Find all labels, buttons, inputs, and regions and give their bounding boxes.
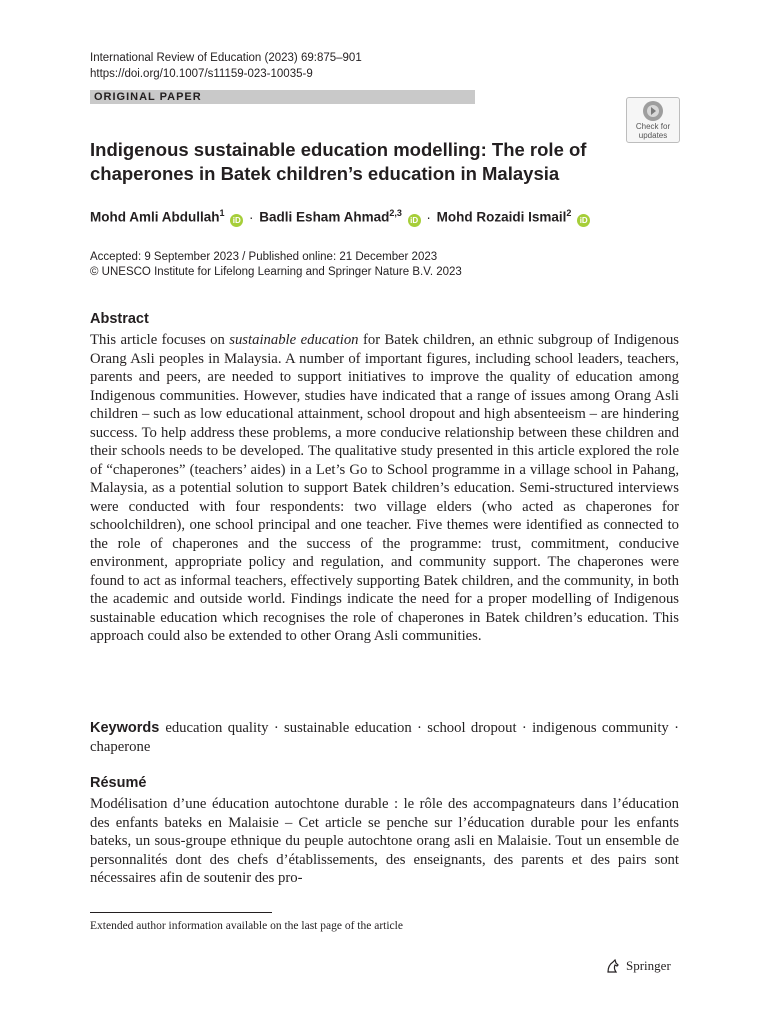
abstract-body: for Batek children, an ethnic subgroup of Indigenous Orang Asli peoples in Malaysia. A number of important figures, including school leaders, teachers, parents and peers, are needed to support initiatives to improve the quality of education among Indigenous communities. However, studies have indicated that a range of issues among Orang Asli children – such as low educational attainment, school dropout and high absenteeism – are hindering success. To help address these problems, a more conducive relationship between these children and their schools needs to be developed. The qualitative study presented in this article explored the role of “chaperones” (teachers’ aides) in a Let’s Go to School programme in a village school in Pahang, Malaysia, as a potential solution to support Batek children’s education. Semi-structured interviews were conducted with four respondents: two village elders (who acted as chaperones for schoolchildren), one school principal and one teacher. Five themes were identified as connected to the role of chaperones and the success of the programme: trust, commitment, conducive environment, appropriate policy and regulation, and community support. The chaperones were found to act as informal teachers, effectively supporting Batek children, and the community, in both the academic and outside world. Findings indicate the need for a proper modelling of Indigenous sustainable education which recognises the role of chaperones in Batek children’s education. This approach could also be extended to other Orang Asli communities.	[90, 332, 680, 644]
doi-link[interactable]: https://doi.org/10.1007/s11159-023-10035-9	[90, 68, 313, 80]
abstract-lead: This article focuses on	[90, 332, 225, 348]
check-updates-label: Check for updates	[635, 122, 671, 140]
publisher-name: Springer	[626, 958, 671, 973]
resume-text: Modélisation d’une éducation autochtone durable : le rôle des accompagnateurs dans l’éducation des enfants bateks en Malaisie – Cet article se penche sur l’éducation durable pour les enfants bateks, un sous-groupe ethnique du peuple autochtone orang asli en Malaisie. Tout un ensemble de personnalités dont des chefs d’établissements, des enseignants, des parents et des pairs sont nécessaires afin de soutenir des pro-	[90, 796, 679, 886]
abstract-emphasis: sustainable education	[229, 332, 359, 348]
author-affiliation: 2	[566, 208, 572, 218]
keywords-text: education quality · sustainable education · school dropout · indigenous community · chaperone	[90, 720, 679, 755]
publication-dates: Accepted: 9 September 2023 / Published online: 21 December 2023	[90, 251, 438, 263]
publisher-logo	[605, 958, 671, 974]
author-affiliation: 2,3	[389, 208, 402, 218]
resume-heading: Résumé	[90, 775, 147, 791]
author-separator: ·	[249, 209, 254, 225]
author-separator: ·	[426, 209, 431, 225]
copyright-line: © UNESCO Institute for Lifelong Learning and Springer Nature B.V. 2023	[90, 266, 462, 278]
article-title: Indigenous sustainable education modelling: The role of chaperones in Batek children’s education in Malaysia	[90, 139, 587, 184]
orcid-icon[interactable]: iD	[230, 214, 243, 227]
author-affiliation: 1	[219, 208, 225, 218]
check-for-updates-badge[interactable]	[626, 97, 680, 143]
journal-header	[90, 50, 362, 82]
footnote: Extended author information available on the last page of the article	[90, 920, 403, 932]
author-name: Mohd Rozaidi Ismail	[436, 209, 567, 225]
publication-info	[90, 250, 462, 280]
article-type-band: ORIGINAL PAPER	[90, 90, 475, 104]
journal-citation: International Review of Education (2023) 69:875–901	[90, 52, 362, 64]
footnote-divider	[90, 912, 272, 913]
orcid-icon[interactable]: iD	[408, 214, 421, 227]
springer-horse-icon	[605, 958, 621, 974]
keywords-block	[90, 719, 679, 756]
abstract-text	[90, 331, 679, 646]
keywords-label: Keywords	[90, 720, 160, 736]
author-name: Mohd Amli Abdullah	[90, 209, 220, 225]
orcid-icon[interactable]: iD	[577, 214, 590, 227]
abstract-heading: Abstract	[90, 311, 149, 327]
check-updates-icon	[642, 100, 664, 122]
author-list	[90, 208, 590, 227]
author-name: Badli Esham Ahmad	[259, 209, 390, 225]
